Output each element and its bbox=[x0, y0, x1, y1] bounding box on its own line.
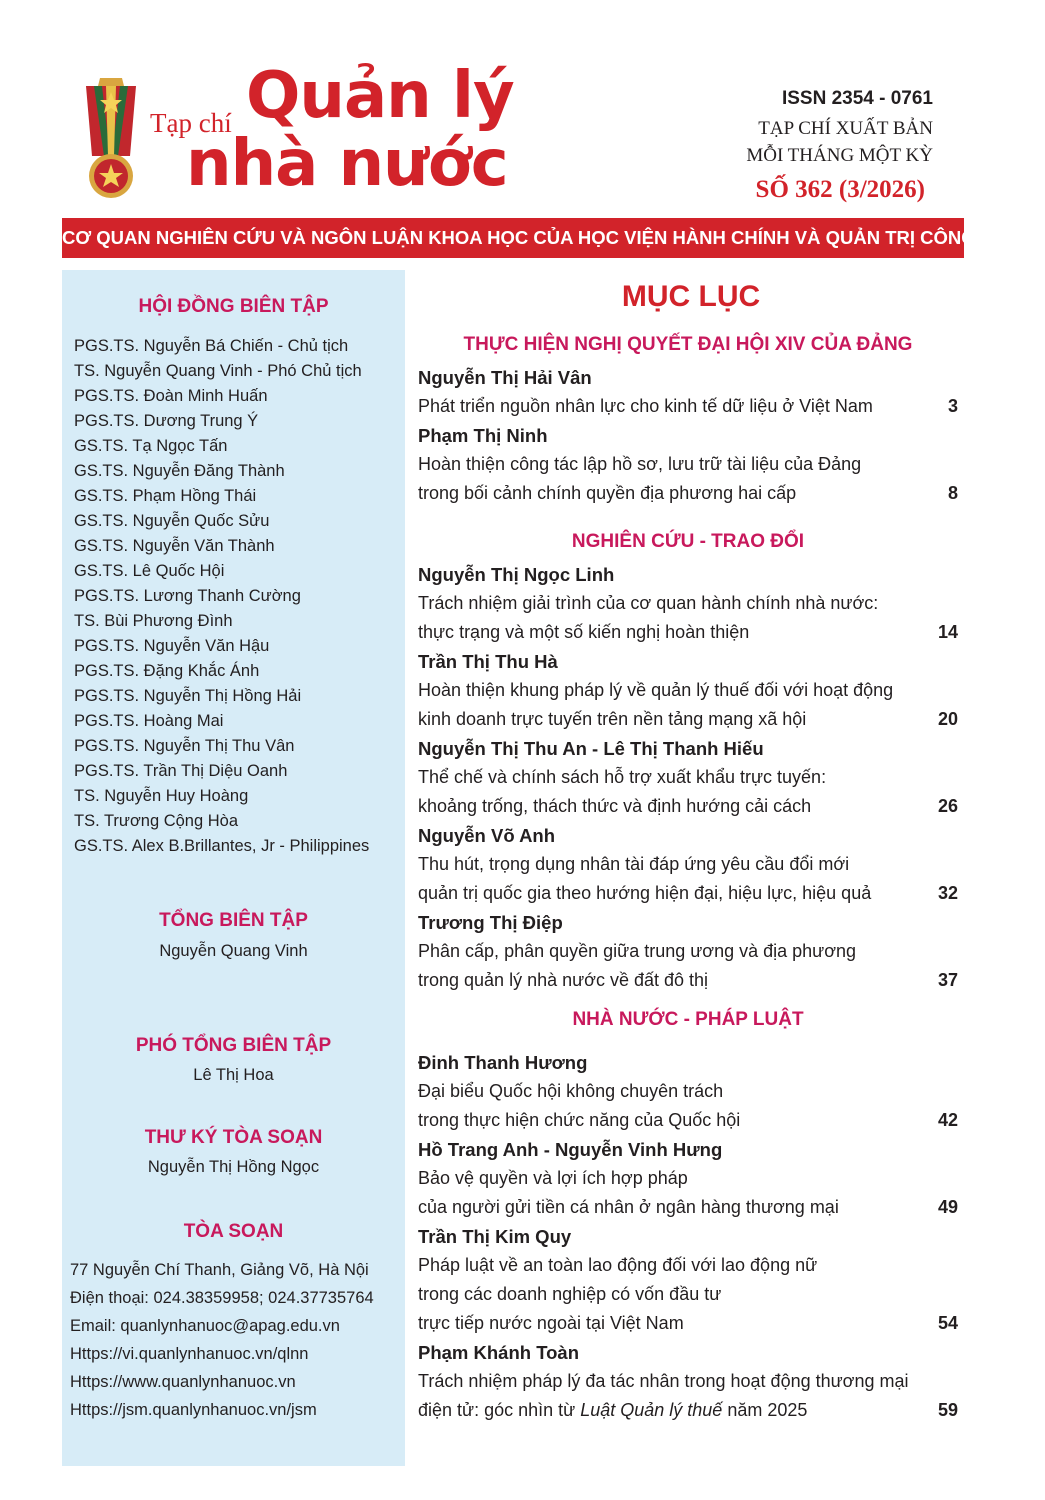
office-address: 77 Nguyễn Chí Thanh, Giảng Võ, Hà Nội bbox=[70, 1261, 369, 1279]
toc-section-2 bbox=[418, 524, 958, 995]
board-member: TS. Bùi Phương Đình bbox=[74, 612, 233, 630]
article-title: Trách nhiệm pháp lý đa tác nhân trong hoạt động thương mại bbox=[418, 1371, 909, 1391]
article-author: Hồ Trang Anh - Nguyễn Vinh Hưng bbox=[418, 1139, 723, 1160]
section-heading: NGHIÊN CỨU - TRAO ĐỔI bbox=[571, 531, 805, 552]
article-title: Thể chế và chính sách hỗ trợ xuất khẩu trực tuyến: bbox=[418, 767, 827, 787]
editor-in-chief-heading: TỔNG BIÊN TẬP bbox=[159, 910, 308, 931]
section-heading: NHÀ NƯỚC - PHÁP LUẬT bbox=[572, 1009, 804, 1030]
article-author: Nguyễn Thị Hải Vân bbox=[418, 367, 592, 388]
secretary-name: Nguyễn Thị Hồng Ngọc bbox=[147, 1158, 320, 1176]
article-title: trong quản lý nhà nước về đất đô thị bbox=[418, 970, 709, 990]
board-member: PGS.TS. Dương Trung Ý bbox=[74, 412, 259, 430]
article-title: trong thực hiện chức năng của Quốc hội bbox=[418, 1110, 741, 1130]
page-number: 37 bbox=[937, 970, 958, 990]
board-member: PGS.TS. Nguyễn Bá Chiến - Chủ tịch bbox=[74, 337, 349, 355]
article-title: của người gửi tiền cá nhân ở ngân hàng thương mại bbox=[418, 1197, 839, 1217]
page-number: 26 bbox=[937, 796, 958, 816]
brand-title-line1: Quản lý bbox=[246, 59, 514, 133]
office-contact bbox=[70, 1256, 374, 1424]
board-member: GS.TS. Alex B.Brillantes, Jr - Philippines bbox=[74, 837, 370, 855]
board-member: TS. Nguyễn Huy Hoàng bbox=[74, 787, 249, 805]
article-title: điện tử: góc nhìn từ bbox=[418, 1400, 581, 1420]
page-number: 3 bbox=[947, 396, 958, 416]
article-author: Nguyễn Thị Ngọc Linh bbox=[418, 564, 615, 585]
publication-frequency-line1: TẠP CHÍ XUẤT BẢN bbox=[758, 118, 933, 139]
article-title: Trách nhiệm giải trình của cơ quan hành chính nhà nước: bbox=[418, 593, 879, 613]
medal-logo-icon bbox=[80, 78, 142, 202]
page-number: 32 bbox=[937, 883, 958, 903]
article-title: khoảng trống, thách thức và định hướng cải cách bbox=[418, 796, 812, 816]
page-number: 8 bbox=[947, 483, 958, 503]
article-title: Phân cấp, phân quyền giữa trung ương và địa phương bbox=[418, 941, 857, 961]
article-title: năm 2025 bbox=[722, 1400, 808, 1420]
page-number: 20 bbox=[937, 709, 958, 729]
board-member: TS. Nguyễn Quang Vinh - Phó Chủ tịch bbox=[74, 362, 362, 380]
board-member: GS.TS. Nguyễn Đăng Thành bbox=[74, 462, 285, 480]
deputy-editor-heading: PHÓ TỔNG BIÊN TẬP bbox=[135, 1035, 332, 1056]
office-website: Https://vi.quanlynhanuoc.vn/qlnn bbox=[70, 1345, 309, 1363]
article-author: Phạm Thị Ninh bbox=[418, 425, 548, 446]
article-author: Trương Thị Điệp bbox=[418, 912, 563, 933]
article-title: Pháp luật về an toàn lao động đối với lao động nữ bbox=[418, 1255, 818, 1275]
article-title: thực trạng và một số kiến nghị hoàn thiện bbox=[418, 622, 750, 642]
board-member: PGS.TS. Nguyễn Thị Thu Vân bbox=[74, 737, 295, 755]
board-member: GS.TS. Nguyễn Văn Thành bbox=[74, 537, 275, 555]
article-title: trong các doanh nghiệp có vốn đầu tư bbox=[418, 1284, 722, 1304]
article-title-italic: Luật Quản lý thuế bbox=[580, 1400, 723, 1420]
board-member: PGS.TS. Lương Thanh Cường bbox=[74, 587, 301, 605]
toc-section-3 bbox=[418, 1002, 958, 1425]
issn: ISSN 2354 - 0761 bbox=[781, 88, 933, 109]
article-title: Đại biểu Quốc hội không chuyên trách bbox=[418, 1081, 724, 1101]
editorial-sidebar bbox=[62, 270, 405, 1466]
article-title: Thu hút, trọng dụng nhân tài đáp ứng yêu cầu đổi mới bbox=[418, 854, 850, 874]
agency-banner: CƠ QUAN NGHIÊN CỨU VÀ NGÔN LUẬN KHOA HỌC CỦA HỌC VIỆN HÀNH CHÍNH VÀ QUẢN TRỊ CÔNG bbox=[62, 218, 964, 258]
board-member: PGS.TS. Đặng Khắc Ánh bbox=[74, 662, 260, 680]
board-member: PGS.TS. Nguyễn Văn Hậu bbox=[74, 637, 270, 655]
office-heading: TÒA SOẠN bbox=[183, 1221, 284, 1242]
board-member: TS. Trương Cộng Hòa bbox=[74, 812, 239, 830]
article-title: quản trị quốc gia theo hướng hiện đại, hiệu lực, hiệu quả bbox=[418, 883, 872, 903]
article-title: Phát triển nguồn nhân lực cho kinh tế dữ liệu ở Việt Nam bbox=[418, 396, 873, 416]
article-title: Hoàn thiện khung pháp lý về quản lý thuế đối với hoạt động bbox=[418, 680, 894, 700]
page-number: 42 bbox=[937, 1110, 958, 1130]
page-number: 49 bbox=[937, 1197, 958, 1217]
board-member: PGS.TS. Trần Thị Diệu Oanh bbox=[74, 762, 288, 780]
board-member: GS.TS. Phạm Hồng Thái bbox=[74, 487, 257, 505]
office-phone: Điện thoại: 024.38359958; 024.37735764 bbox=[70, 1289, 374, 1307]
board-member: GS.TS. Tạ Ngọc Tấn bbox=[74, 437, 228, 455]
board-member: PGS.TS. Hoàng Mai bbox=[74, 712, 224, 730]
article-author: Phạm Khánh Toàn bbox=[418, 1342, 580, 1363]
deputy-editor-name: Lê Thị Hoa bbox=[193, 1066, 274, 1084]
page-number: 14 bbox=[937, 622, 958, 642]
brand-prefix: Tạp chí bbox=[150, 108, 232, 138]
toc-section-1 bbox=[418, 327, 958, 508]
article-author: Nguyễn Thị Thu An - Lê Thị Thanh Hiếu bbox=[418, 738, 764, 759]
article-title: trực tiếp nước ngoài tại Việt Nam bbox=[418, 1313, 684, 1333]
section-heading: THỰC HIỆN NGHỊ QUYẾT ĐẠI HỘI XIV CỦA ĐẢNG bbox=[463, 334, 913, 355]
office-website: Https://jsm.quanlynhanuoc.vn/jsm bbox=[70, 1401, 317, 1419]
board-heading: HỘI ĐỒNG BIÊN TẬP bbox=[138, 296, 329, 317]
article-author: Nguyễn Võ Anh bbox=[418, 825, 556, 846]
article-title: Hoàn thiện công tác lập hồ sơ, lưu trữ tài liệu của Đảng bbox=[418, 454, 862, 474]
article-title: kinh doanh trực tuyến trên nền tảng mạng xã hội bbox=[418, 709, 807, 729]
office-email: Email: quanlynhanuoc@apag.edu.vn bbox=[70, 1317, 340, 1335]
board-list bbox=[74, 334, 369, 859]
board-member: PGS.TS. Đoàn Minh Huấn bbox=[74, 387, 268, 405]
article-author: Trần Thị Kim Quy bbox=[418, 1226, 572, 1247]
issue-number: SỐ 362 (3/2026) bbox=[755, 176, 925, 203]
toc-title: MỤC LỤC bbox=[621, 280, 761, 313]
article-author: Đinh Thanh Hương bbox=[418, 1052, 588, 1073]
publication-frequency-line2: MỖI THÁNG MỘT KỲ bbox=[746, 145, 933, 166]
article-author: Trần Thị Thu Hà bbox=[418, 651, 558, 672]
article-title: Bảo vệ quyền và lợi ích hợp pháp bbox=[418, 1168, 688, 1188]
editor-in-chief-name: Nguyễn Quang Vinh bbox=[159, 942, 308, 960]
page-number: 59 bbox=[937, 1400, 958, 1420]
board-member: GS.TS. Lê Quốc Hội bbox=[74, 562, 225, 580]
brand-title-line2: nhà nước bbox=[186, 127, 508, 201]
board-member: GS.TS. Nguyễn Quốc Sửu bbox=[74, 512, 270, 530]
page-number: 54 bbox=[937, 1313, 958, 1333]
office-website: Https://www.quanlynhanuoc.vn bbox=[70, 1373, 296, 1391]
board-member: PGS.TS. Nguyễn Thị Hồng Hải bbox=[74, 687, 302, 705]
secretary-heading: THƯ KÝ TÒA SOẠN bbox=[144, 1127, 323, 1148]
article-title: trong bối cảnh chính quyền địa phương hai cấp bbox=[418, 483, 797, 503]
